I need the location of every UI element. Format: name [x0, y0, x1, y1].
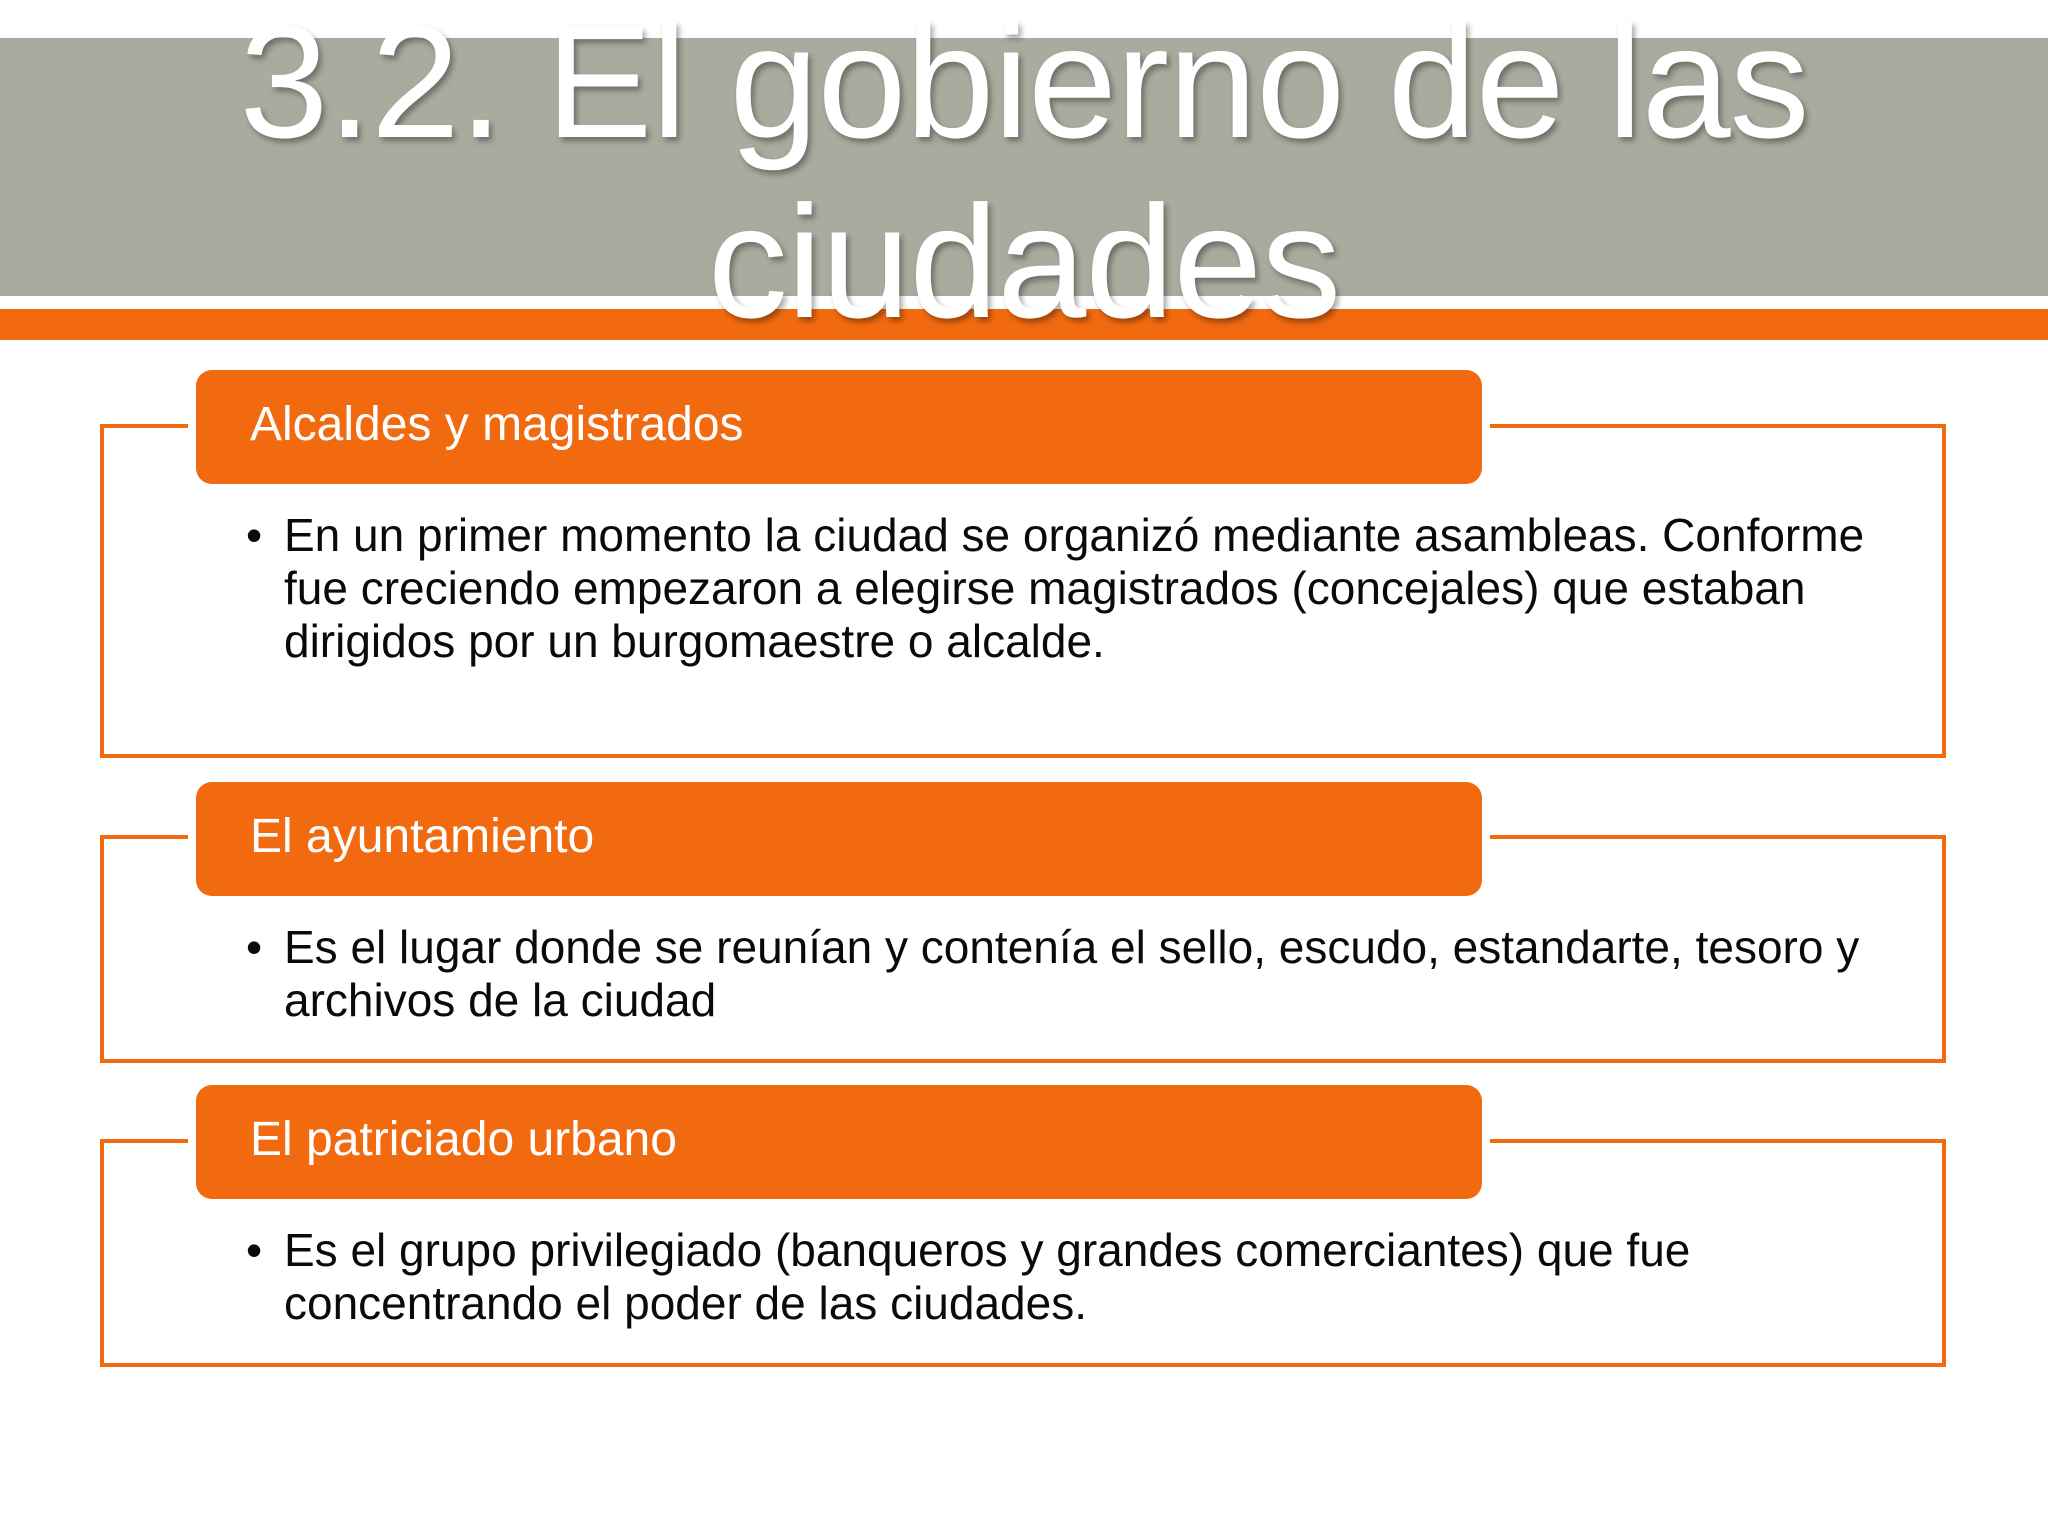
section-body-ayuntamiento — [246, 921, 1866, 1027]
section-heading: Alcaldes y magistrados — [250, 398, 744, 451]
bullet-item: • Es el lugar donde se reunían y contenía el sello, escudo, estandarte, tesoro y archivos de la ciudad — [246, 921, 1866, 1027]
section-body-patriciado — [246, 1224, 1866, 1330]
section-header-patriciado — [196, 1085, 1482, 1199]
section-body-alcaldes — [246, 509, 1866, 668]
section-heading: El ayuntamiento — [250, 810, 595, 863]
section-heading: El patriciado urbano — [250, 1113, 677, 1166]
bullet-item: • Es el grupo privilegiado (banqueros y grandes comerciantes) que fue concentrando el poder de las ciudades. — [246, 1224, 1866, 1330]
section-header-ayuntamiento — [196, 782, 1482, 896]
bullet-item: • En un primer momento la ciudad se organizó mediante asambleas. Conforme fue creciendo empezaron a elegirse magistrados (concejales) que estaban dirigidos por un burgomaestre o alcalde. — [246, 509, 1866, 668]
slide-title: 3.2. El gobierno de las ciudades — [239, 0, 1809, 351]
section-header-alcaldes — [196, 370, 1482, 484]
